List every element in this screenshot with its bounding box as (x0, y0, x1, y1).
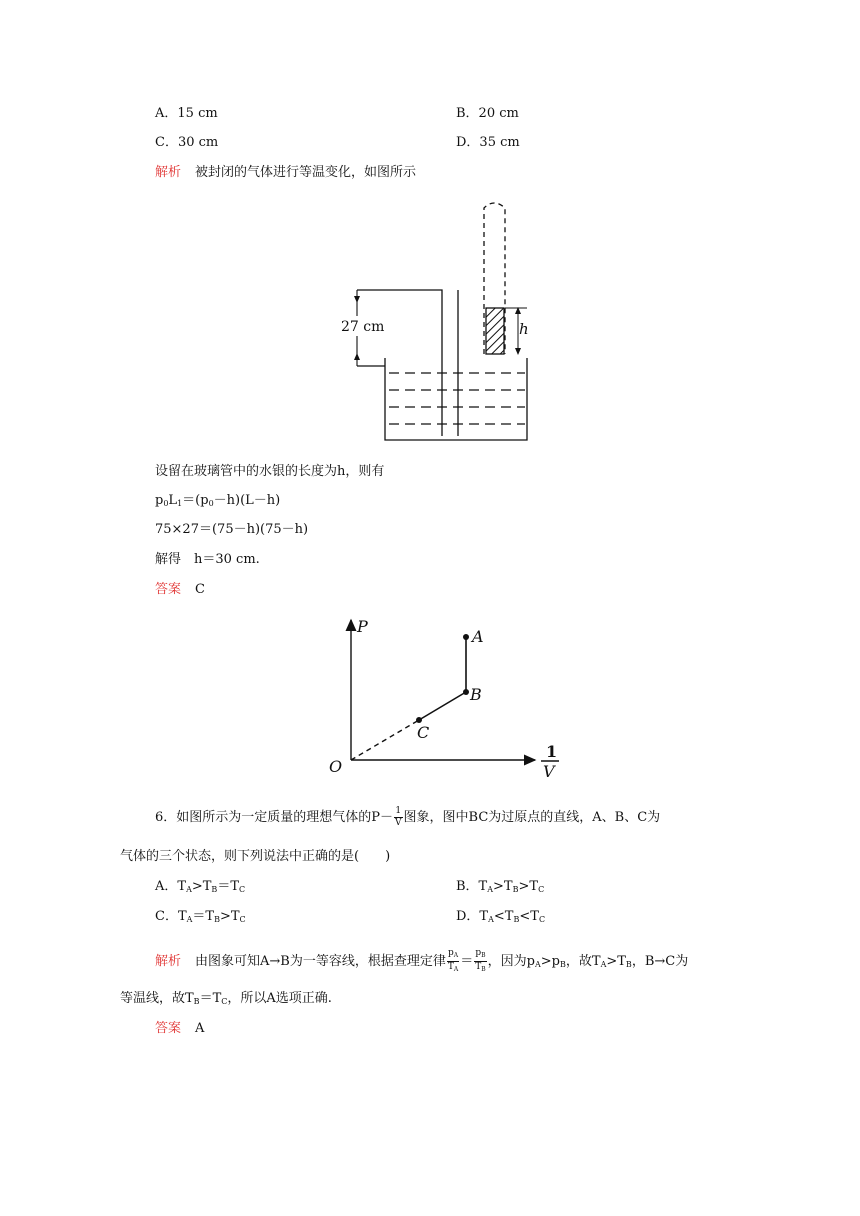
line-bc (419, 692, 466, 720)
q6-option-d: D．$T_A<T_B<T_C$ (456, 909, 546, 924)
q6-option-a: A．$T_A>T_B=T_C$ (155, 879, 246, 894)
q6-answer-value: A (195, 1021, 205, 1036)
q6-option-b: B．$T_A>T_B>T_C$ (456, 879, 545, 894)
q6-answer-label: 答案 (155, 1021, 182, 1036)
mercury-column (486, 308, 504, 354)
tube-diagram (335, 196, 545, 444)
option-a: A．15 cm (155, 106, 218, 121)
equation-1: $p_0L_1=(p_0-h)(L-h)$ (155, 493, 281, 508)
option-d: D．35 cm (456, 135, 520, 150)
point-b-label: B (470, 685, 482, 704)
point-a (463, 634, 469, 640)
x-axis-label-num: 1 (546, 742, 558, 761)
charles-fraction-a: $\frac{p_A}{T_A}$ (447, 948, 459, 973)
answer-line (155, 581, 205, 599)
point-b (463, 689, 469, 695)
point-a-label: A (472, 627, 484, 646)
q6-stem-line1: 6．如图所示为一定质量的理想气体的P－ $\frac{1}{V}$ 图象，图中BC为过原点的直线，A、B、C为 (155, 806, 661, 828)
point-c-label: C (417, 723, 430, 742)
solution-intro-line (155, 164, 416, 182)
h-label: h (519, 320, 529, 338)
x-axis-label-den: V (543, 762, 555, 781)
solution-setup: 设留在玻璃管中的水银的长度为h，则有 (155, 464, 385, 479)
q6-solution-line2: 等温线，故$T_B=T_C$，所以A选项正确. (120, 991, 332, 1006)
answer-label: 答案 (155, 582, 182, 597)
solution-label: 解析 (155, 165, 182, 180)
charles-fraction-b: $\frac{p_B}{T_B}$ (475, 948, 486, 973)
mercury-lines (389, 373, 525, 424)
q6-stem-line2: 气体的三个状态，则下列说法中正确的是( ) (120, 849, 391, 864)
one-over-v-fraction: $\frac{1}{V}$ (395, 806, 402, 828)
origin-dashed-line (351, 720, 419, 760)
p-v-graph (325, 612, 570, 784)
origin-label: O (329, 757, 343, 776)
option-c: C．30 cm (155, 135, 219, 150)
height-label: 27 cm (341, 319, 385, 335)
answer-value: C (195, 582, 205, 597)
q6-solution-label: 解析 (155, 954, 182, 969)
equation-2: 75×27＝(75－h)(75－h) (155, 522, 309, 537)
q6-solution-line1: 解析 由图象可知A→B为一等容线，根据查理定律 $\frac{p_A}{T_A}$ ＝ $\frac{p_B}{T_B}$ ，因为$p_A>p_B$，故$T_A>T_B$，B→C为 (155, 948, 689, 973)
q6-option-c: C．$T_A=T_B>T_C$ (155, 909, 246, 924)
result-line: 解得 h＝30 cm. (155, 552, 260, 567)
tube-left-wall (357, 290, 442, 436)
q6-answer-line (155, 1020, 204, 1038)
trough (385, 358, 527, 440)
y-axis-label: P (357, 617, 368, 636)
solution-intro: 被封闭的气体进行等温变化，如图所示 (195, 165, 417, 180)
option-b: B．20 cm (456, 106, 519, 121)
